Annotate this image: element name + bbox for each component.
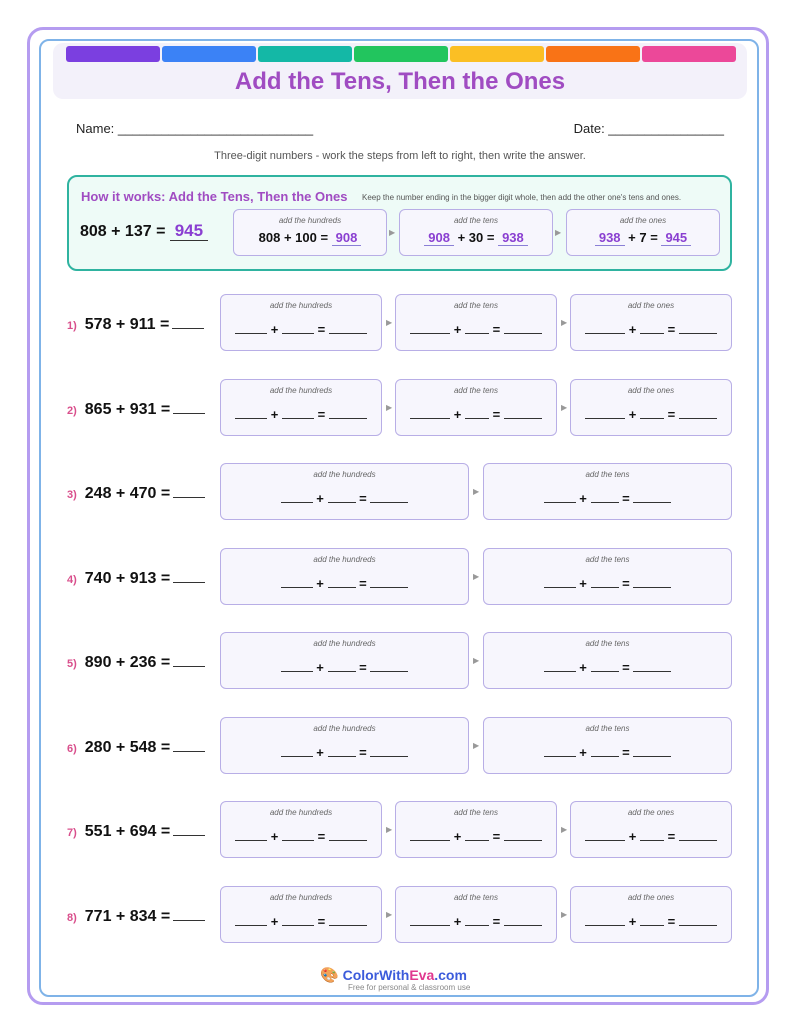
- step-box: [220, 717, 469, 774]
- step-label: add the tens: [453, 301, 499, 310]
- problem-number: 4): [67, 574, 77, 586]
- step-blank[interactable]: [504, 913, 542, 926]
- step-blank[interactable]: [591, 659, 619, 672]
- step-label: add the hundreds: [313, 724, 376, 733]
- step-box: [220, 294, 382, 351]
- example-step-box: [399, 209, 553, 256]
- step-body: + =: [221, 321, 381, 337]
- step-label: add the hundreds: [269, 808, 333, 817]
- step-body: + =: [484, 659, 731, 675]
- step-box: [220, 801, 382, 858]
- step-box: [570, 379, 732, 436]
- step-blank[interactable]: [235, 321, 267, 334]
- step-body: [400, 230, 552, 246]
- step-operand: 938: [595, 230, 625, 246]
- arrow-icon: ▶: [386, 825, 393, 834]
- color-stripe: [450, 46, 544, 62]
- step-blank[interactable]: [328, 490, 356, 503]
- arrow-icon: ▶: [555, 228, 562, 237]
- problem-row: [67, 314, 204, 334]
- step-box: [395, 379, 557, 436]
- step-label: add the hundreds: [313, 639, 376, 648]
- step-blank[interactable]: [633, 744, 671, 757]
- problem-equation: 771 + 834 =: [84, 908, 171, 925]
- step-blank[interactable]: [640, 913, 664, 926]
- answer-blank[interactable]: [173, 399, 205, 414]
- step-blank[interactable]: [329, 828, 367, 841]
- brand-eva: Eva: [409, 967, 435, 983]
- step-blank[interactable]: [465, 913, 489, 926]
- step-blank[interactable]: [585, 406, 625, 419]
- step-blank[interactable]: [282, 913, 314, 926]
- step-body: [234, 230, 386, 246]
- step-blank[interactable]: [370, 659, 408, 672]
- step-label: add the tens: [453, 216, 499, 225]
- step-box: [220, 886, 382, 943]
- step-blank[interactable]: [633, 659, 671, 672]
- color-stripe: [258, 46, 352, 62]
- step-blank[interactable]: [465, 406, 489, 419]
- step-body: + =: [221, 744, 468, 760]
- step-blank[interactable]: [235, 828, 267, 841]
- name-field[interactable]: Name: ___________________________: [76, 121, 314, 136]
- brand-com: .com: [434, 967, 467, 983]
- arrow-icon: ▶: [561, 910, 568, 919]
- step-operator: + 100 =: [283, 230, 329, 245]
- step-box: [395, 886, 557, 943]
- example-note: Keep the number ending in the bigger digit whole, then add the other one's tens and ones.: [362, 193, 682, 202]
- step-label: add the tens: [585, 555, 630, 564]
- step-blank[interactable]: [544, 659, 576, 672]
- step-body: + =: [571, 828, 731, 844]
- step-body: + =: [221, 575, 468, 591]
- step-result: 945: [661, 230, 691, 246]
- step-box: [395, 801, 557, 858]
- problem-row: [67, 821, 205, 841]
- step-blank[interactable]: [329, 406, 367, 419]
- example-title: How it works: Add the Tens, Then the Ones: [81, 189, 348, 204]
- step-body: + =: [571, 406, 731, 422]
- step-box: [220, 548, 469, 605]
- answer-blank[interactable]: [173, 821, 205, 836]
- problem-row: [67, 906, 205, 926]
- problem-equation: 551 + 694 =: [84, 823, 171, 840]
- problem-number: 1): [67, 320, 77, 332]
- step-body: + =: [221, 828, 381, 844]
- step-blank[interactable]: [640, 321, 664, 334]
- problem-number: 7): [67, 827, 77, 839]
- brand-colorwith: ColorWith: [342, 967, 410, 983]
- example-step-box: [566, 209, 720, 256]
- step-body: + =: [221, 490, 468, 506]
- step-box: [220, 632, 469, 689]
- step-blank[interactable]: [591, 490, 619, 503]
- step-result: 938: [498, 230, 528, 246]
- problem-equation: 578 + 911 =: [84, 316, 170, 333]
- answer-blank[interactable]: [173, 483, 205, 498]
- palette-icon: 🎨: [320, 967, 339, 984]
- step-blank[interactable]: [410, 406, 450, 419]
- problem-number: 3): [67, 489, 77, 501]
- step-blank[interactable]: [544, 490, 576, 503]
- color-stripes: [66, 46, 736, 62]
- step-blank[interactable]: [544, 575, 576, 588]
- step-label: add the hundreds: [313, 470, 376, 479]
- step-blank[interactable]: [591, 744, 619, 757]
- step-operand: 808: [258, 230, 281, 245]
- arrow-icon: ▶: [473, 572, 480, 581]
- step-operator: + 7 =: [628, 230, 658, 245]
- step-result: 908: [332, 230, 362, 246]
- step-blank[interactable]: [329, 913, 367, 926]
- example-answer: 945: [170, 222, 208, 241]
- problem-row: [67, 483, 205, 503]
- step-box: [483, 463, 732, 520]
- step-label: add the tens: [585, 724, 630, 733]
- step-blank[interactable]: [585, 913, 625, 926]
- step-label: add the ones: [627, 301, 675, 310]
- step-blank[interactable]: [679, 913, 717, 926]
- step-label: add the hundreds: [278, 216, 342, 225]
- footer-logo: [320, 966, 467, 984]
- step-blank[interactable]: [281, 490, 313, 503]
- step-blank[interactable]: [370, 744, 408, 757]
- color-stripe: [66, 46, 160, 62]
- problem-row: [67, 652, 205, 672]
- footer-tagline: Free for personal & classroom use: [348, 983, 471, 992]
- arrow-icon: ▶: [561, 318, 568, 327]
- step-blank[interactable]: [281, 575, 313, 588]
- step-blank[interactable]: [328, 575, 356, 588]
- step-blank[interactable]: [504, 321, 542, 334]
- problem-equation: 280 + 548 =: [84, 739, 171, 756]
- step-label: add the tens: [453, 808, 499, 817]
- step-blank[interactable]: [370, 490, 408, 503]
- arrow-icon: ▶: [561, 403, 568, 412]
- answer-blank[interactable]: [173, 906, 205, 921]
- problem-number: 2): [67, 405, 77, 417]
- color-stripe: [162, 46, 256, 62]
- step-label: add the hundreds: [313, 555, 376, 564]
- step-blank[interactable]: [235, 406, 267, 419]
- arrow-icon: ▶: [561, 825, 568, 834]
- step-blank[interactable]: [281, 744, 313, 757]
- date-field[interactable]: Date: ________________: [573, 121, 724, 136]
- step-blank[interactable]: [633, 490, 671, 503]
- step-blank[interactable]: [640, 406, 664, 419]
- problem-number: 6): [67, 743, 77, 755]
- problem-row: [67, 568, 205, 588]
- problem-equation: 740 + 913 =: [84, 570, 171, 587]
- step-blank[interactable]: [585, 321, 625, 334]
- problem-row: [67, 399, 205, 419]
- arrow-icon: ▶: [473, 656, 480, 665]
- arrow-icon: ▶: [386, 910, 393, 919]
- step-blank[interactable]: [410, 913, 450, 926]
- example-equation-text: 808 + 137 =: [80, 223, 166, 240]
- step-box: [570, 886, 732, 943]
- step-blank[interactable]: [410, 828, 450, 841]
- step-body: + =: [571, 913, 731, 929]
- answer-blank[interactable]: [173, 568, 205, 583]
- color-stripe: [354, 46, 448, 62]
- step-label: add the tens: [453, 893, 499, 902]
- step-blank[interactable]: [328, 659, 356, 672]
- step-body: + =: [484, 744, 731, 760]
- step-body: + =: [484, 575, 731, 591]
- step-body: + =: [396, 828, 556, 844]
- step-operator: + 30 =: [457, 230, 495, 245]
- answer-blank[interactable]: [173, 737, 205, 752]
- step-blank[interactable]: [282, 406, 314, 419]
- problem-equation: 890 + 236 =: [84, 654, 171, 671]
- arrow-icon: ▶: [386, 403, 393, 412]
- step-body: + =: [396, 321, 556, 337]
- step-label: add the ones: [619, 216, 667, 225]
- step-blank[interactable]: [640, 828, 664, 841]
- step-blank[interactable]: [282, 321, 314, 334]
- step-label: add the hundreds: [269, 893, 333, 902]
- step-box: [220, 463, 469, 520]
- color-stripe: [546, 46, 640, 62]
- step-blank[interactable]: [465, 321, 489, 334]
- example-equation: [80, 222, 208, 241]
- problem-equation: 248 + 470 =: [84, 485, 171, 502]
- step-body: + =: [396, 913, 556, 929]
- step-box: [483, 548, 732, 605]
- answer-blank[interactable]: [172, 314, 204, 329]
- step-box: [220, 379, 382, 436]
- arrow-icon: ▶: [473, 487, 480, 496]
- arrow-icon: ▶: [389, 228, 396, 237]
- step-box: [483, 717, 732, 774]
- step-blank[interactable]: [679, 321, 717, 334]
- step-body: + =: [221, 659, 468, 675]
- color-stripe: [642, 46, 736, 62]
- step-body: + =: [221, 406, 381, 422]
- arrow-icon: ▶: [473, 741, 480, 750]
- step-blank[interactable]: [544, 744, 576, 757]
- step-body: + =: [571, 321, 731, 337]
- step-blank[interactable]: [679, 828, 717, 841]
- step-box: [570, 294, 732, 351]
- step-blank[interactable]: [585, 828, 625, 841]
- step-body: + =: [396, 406, 556, 422]
- step-label: add the ones: [627, 893, 675, 902]
- arrow-icon: ▶: [386, 318, 393, 327]
- step-blank[interactable]: [633, 575, 671, 588]
- instructions-text: Three-digit numbers - work the steps from left to right, then write the answer.: [214, 150, 586, 162]
- step-blank[interactable]: [591, 575, 619, 588]
- step-blank[interactable]: [328, 744, 356, 757]
- step-blank[interactable]: [281, 659, 313, 672]
- step-box: [570, 801, 732, 858]
- step-label: add the hundreds: [269, 301, 333, 310]
- problem-number: 8): [67, 912, 77, 924]
- step-blank[interactable]: [504, 406, 542, 419]
- step-blank[interactable]: [410, 321, 450, 334]
- step-blank[interactable]: [504, 828, 542, 841]
- problem-row: [67, 737, 205, 757]
- page-title: Add the Tens, Then the Ones: [234, 68, 566, 95]
- step-body: [567, 230, 719, 246]
- step-label: add the tens: [585, 639, 630, 648]
- step-blank[interactable]: [465, 828, 489, 841]
- step-box: [483, 632, 732, 689]
- step-label: add the ones: [627, 808, 675, 817]
- step-blank[interactable]: [235, 913, 267, 926]
- step-box: [395, 294, 557, 351]
- problem-equation: 865 + 931 =: [84, 401, 171, 418]
- step-blank[interactable]: [329, 321, 367, 334]
- answer-blank[interactable]: [173, 652, 205, 667]
- problem-number: 5): [67, 658, 77, 670]
- step-blank[interactable]: [282, 828, 314, 841]
- step-blank[interactable]: [370, 575, 408, 588]
- step-body: + =: [221, 913, 381, 929]
- step-operand: 908: [424, 230, 454, 246]
- step-label: add the tens: [585, 470, 630, 479]
- step-label: add the ones: [627, 386, 675, 395]
- step-label: add the hundreds: [269, 386, 333, 395]
- step-blank[interactable]: [679, 406, 717, 419]
- example-step-box: [233, 209, 387, 256]
- step-body: + =: [484, 490, 731, 506]
- step-label: add the tens: [453, 386, 499, 395]
